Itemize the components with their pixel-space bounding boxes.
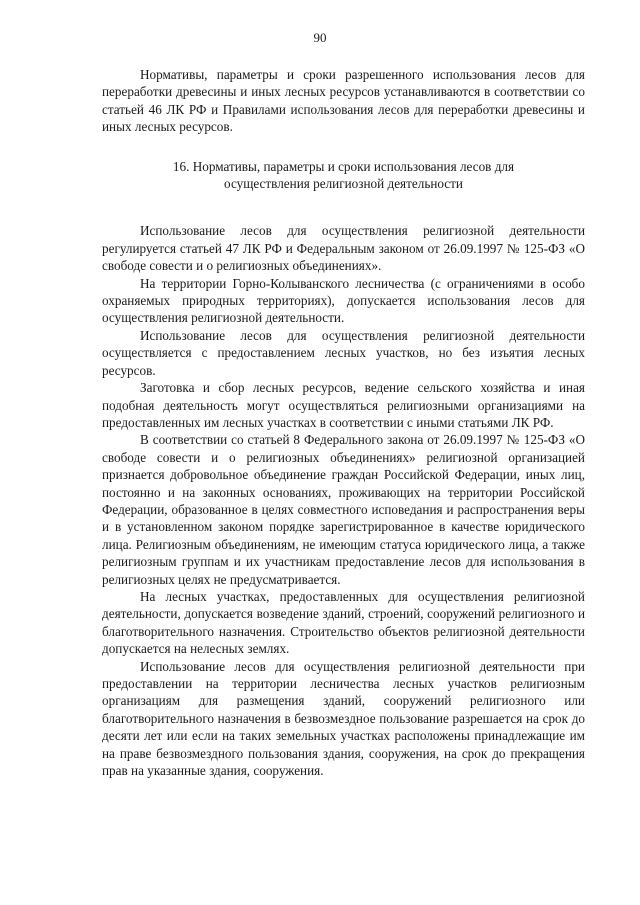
page-number: 90 xyxy=(313,30,327,45)
section-heading xyxy=(102,158,585,193)
paragraph-legal-basis: Использование лесов для осуществления религиозной деятельности регулируется статьей 47 ЛК РФ и Федеральным законом от 26.09.1997 № 125-ФЗ «О свободе совести и о религиозных объединениях». xyxy=(102,223,585,274)
intro-paragraph: Нормативы, параметры и сроки разрешенного использования лесов для переработки древесины и иных лесных ресурсов устанавливаются в соответствии со статьей 46 ЛК РФ и Правилами использования лесов для переработки древесины и иных лесных ресурсов. xyxy=(102,67,585,135)
page-content xyxy=(102,66,585,779)
paragraph-religious-organization: В соответствии со статьей 8 Федерального закона от 26.09.1997 № 125-ФЗ «О свободе совести и о религиозных объединениях» религиозной организацией признается добровольное объединение граждан Российской Федерации, иных лиц, постоянно и на законных основаниях, проживающих на территории Российской Федерации, образованное в целях совместного исповедания и распространения веры и в установленном законом порядке зарегистрированное в качестве юридического лица. Религиозным объединениям, не имеющим статуса юридического лица, а также религиозным группам и их участникам предоставление лесов для использования в религиозных целях не предусматривается. xyxy=(102,432,585,587)
section-heading-line-1: 16. Нормативы, параметры и сроки использования лесов для xyxy=(172,158,515,174)
paragraph-construction: На лесных участках, предоставленных для осуществления религиозной деятельности, допускается возведение зданий, строений, сооружений религиозного и благотворительного назначения. Строительство объектов религиозной деятельности допускается на нелесных землях. xyxy=(102,588,585,657)
paragraph-provision: Использование лесов для осуществления религиозной деятельности осуществляется с предоставлением лесных участков, но без изъятия лесных ресурсов. xyxy=(102,327,585,378)
paragraph-territory: На территории Горно-Колыванского лесничества (с ограничениями в особо охраняемых природных территориях), допускается использования лесов для осуществления религиозной деятельности. xyxy=(102,275,585,326)
section-heading-line-2: осуществления религиозной деятельности xyxy=(224,176,463,192)
paragraph-term-of-use: Использование лесов для осуществления религиозной деятельности при предоставлении на территории лесничества лесных участков религиозным организациям для размещения зданий, сооружений религиозного или благотворительного назначения в безвозмездное пользование разрешается на срок до десяти лет или если на таких земельных участках расположены принадлежащие им на праве безвозмездного пользования здания, сооружения, на срок до прекращения прав на указанные здания, сооружения. xyxy=(102,658,585,779)
paragraph-harvesting: Заготовка и сбор лесных ресурсов, ведение сельского хозяйства и иная подобная деятельность могут осуществляться религиозными организациями на предоставленных им лесных участках в соответствии с иными статьями ЛК РФ. xyxy=(102,380,585,430)
